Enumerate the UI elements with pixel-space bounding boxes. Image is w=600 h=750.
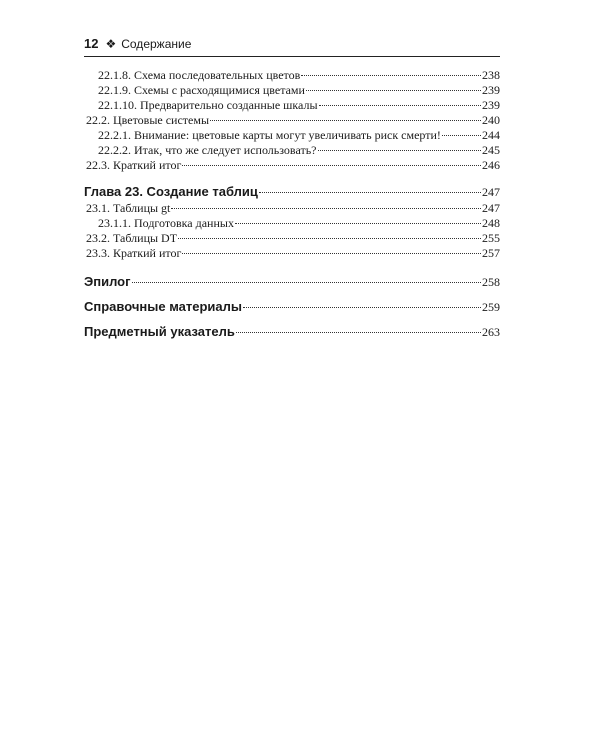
- dot-leader: [319, 105, 481, 106]
- toc-entry: [84, 113, 500, 128]
- toc-chapter: [84, 273, 500, 290]
- toc-entry-page: 238: [482, 68, 500, 82]
- ornament-icon: ❖: [105, 37, 117, 51]
- running-header: [84, 36, 500, 54]
- toc-entry: [84, 98, 500, 113]
- dot-leader: [210, 120, 481, 121]
- toc-entry: [84, 246, 500, 261]
- toc-entry-page: 257: [482, 246, 500, 260]
- dot-leader: [243, 307, 481, 308]
- toc-entry-page: 247: [482, 201, 500, 215]
- header-rule: [84, 56, 500, 57]
- toc-entry: [84, 128, 500, 143]
- toc-entry-title: 23.1.1. Подготовка данных: [98, 216, 234, 230]
- toc-entry-title: 22.1.10. Предварительно созданные шкалы: [98, 98, 318, 112]
- toc-chapter-title: Справочные материалы: [84, 299, 242, 314]
- toc-entry-page: 239: [482, 98, 500, 112]
- dot-leader: [132, 282, 481, 283]
- toc-chapter-page: 247: [482, 185, 500, 199]
- toc-chapter: [84, 323, 500, 340]
- toc-chapter-title: Предметный указатель: [84, 324, 235, 339]
- toc-entry-page: 245: [482, 143, 500, 157]
- toc-chapter-title: Глава 23. Создание таблиц: [84, 184, 258, 199]
- toc-entry: [84, 216, 500, 231]
- toc-entry: [84, 158, 500, 173]
- toc-entry: [84, 201, 500, 216]
- toc-chapter-title: Эпилог: [84, 274, 131, 289]
- dot-leader: [178, 238, 481, 239]
- toc-entry-page: 244: [482, 128, 500, 142]
- dot-leader: [318, 150, 481, 151]
- toc-entry: [84, 231, 500, 246]
- dot-leader: [182, 253, 481, 254]
- toc-chapter-page: 258: [482, 275, 500, 289]
- toc-chapter: [84, 183, 500, 200]
- toc-entry-title: 23.2. Таблицы DT: [86, 231, 178, 245]
- dot-leader: [259, 192, 481, 193]
- toc-entry-page: 246: [482, 158, 500, 172]
- toc-entry-title: 22.2. Цветовые системы: [86, 113, 210, 127]
- toc-entry-title: 22.3. Краткий итог: [86, 158, 182, 172]
- toc-entry-title: 23.1. Таблицы gt: [86, 201, 171, 215]
- toc-entry-title: 22.1.9. Схемы с расходящимися цветами: [98, 83, 305, 97]
- dot-leader: [442, 135, 481, 136]
- dot-leader: [182, 165, 481, 166]
- toc-entry-title: 22.2.2. Итак, что же следует использовать?: [98, 143, 317, 157]
- dot-leader: [306, 90, 481, 91]
- toc-chapter-page: 259: [482, 300, 500, 314]
- page-number: 12: [84, 36, 99, 51]
- toc-entry: [84, 143, 500, 158]
- toc-entry: [84, 68, 500, 83]
- toc-chapter-page: 263: [482, 325, 500, 339]
- toc-entry-page: 248: [482, 216, 500, 230]
- toc-entry-title: 22.2.1. Внимание: цветовые карты могут увеличивать риск смерти!: [98, 128, 441, 142]
- dot-leader: [301, 75, 481, 76]
- toc-entry-title: 22.1.8. Схема последовательных цветов: [98, 68, 301, 82]
- toc-entry: [84, 83, 500, 98]
- toc-entry-page: 239: [482, 83, 500, 97]
- dot-leader: [171, 208, 481, 209]
- toc-entry-title: 23.3. Краткий итог: [86, 246, 182, 260]
- table-of-contents: [84, 68, 500, 340]
- dot-leader: [235, 223, 481, 224]
- toc-chapter: [84, 298, 500, 315]
- section-title: Содержание: [121, 37, 192, 51]
- toc-entry-page: 240: [482, 113, 500, 127]
- dot-leader: [236, 332, 481, 333]
- toc-entry-page: 255: [482, 231, 500, 245]
